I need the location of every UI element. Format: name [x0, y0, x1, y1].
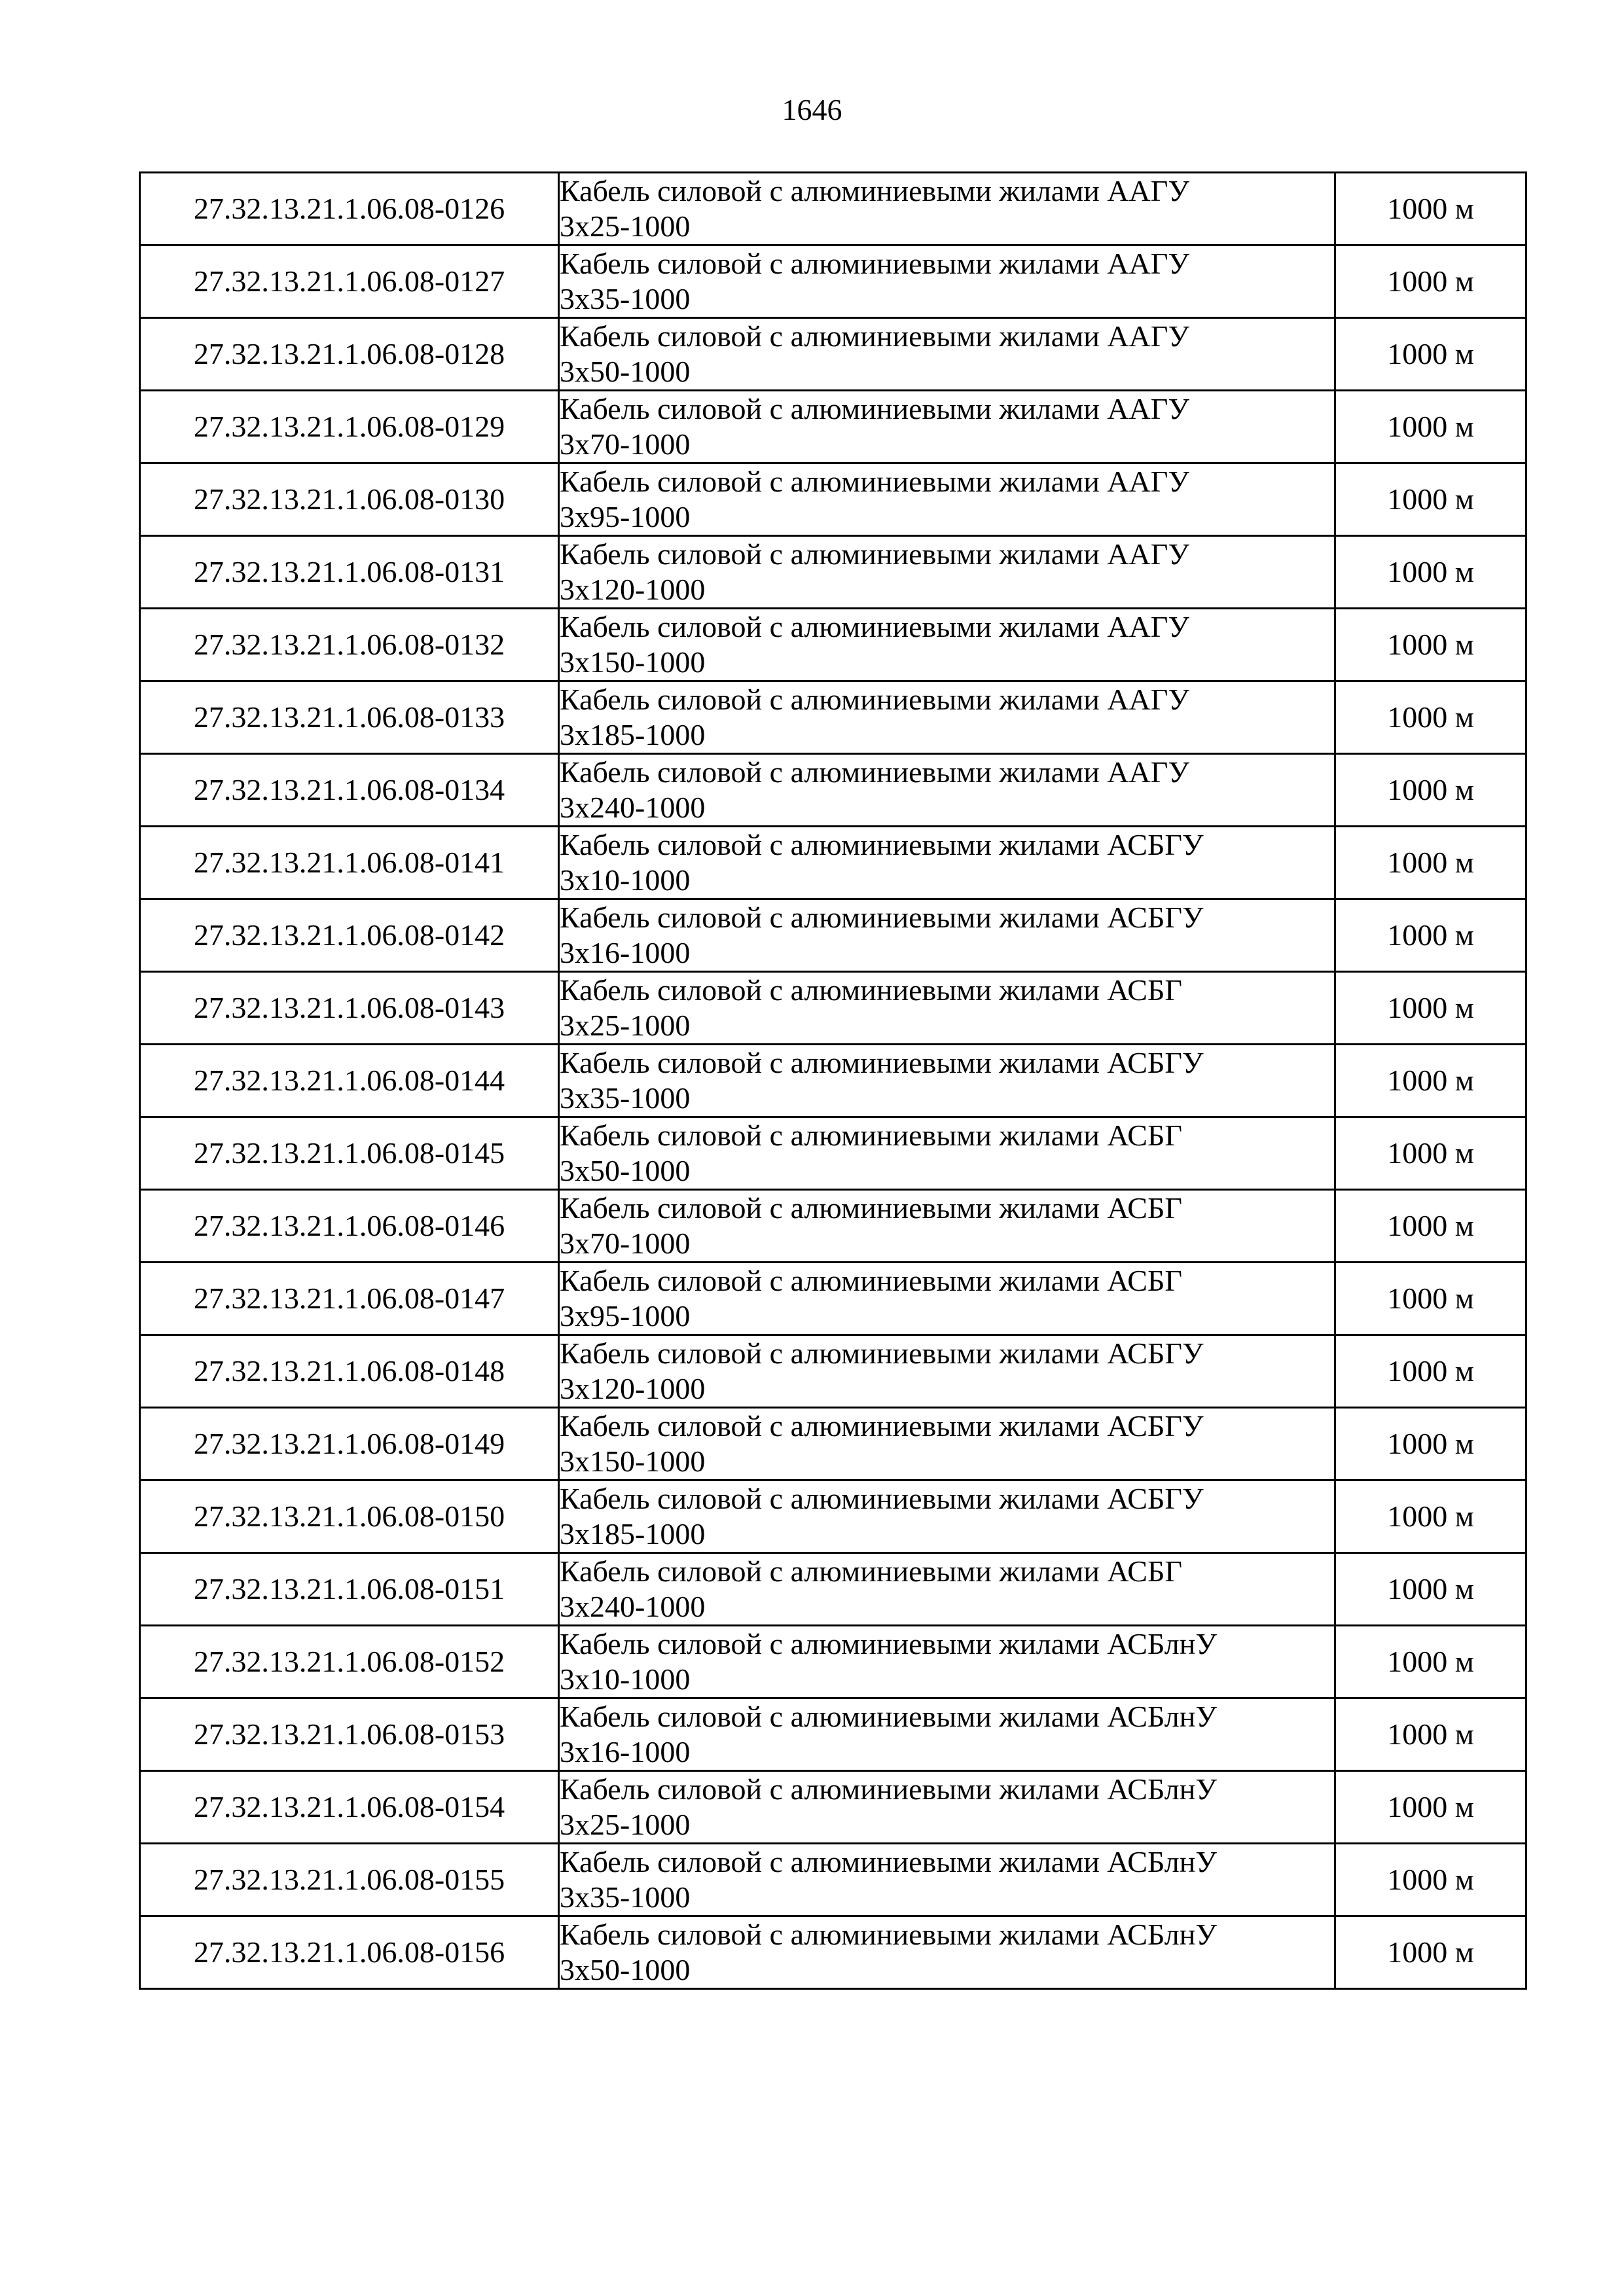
table-row [140, 391, 1526, 463]
resource-unit: 1000 м [1335, 1263, 1526, 1335]
resource-name-line2: 3х120-1000 [560, 1372, 706, 1405]
resource-name-line2: 3х120-1000 [560, 573, 706, 606]
resource-name-line2: 3х240-1000 [560, 1590, 706, 1623]
resource-code: 27.32.13.21.1.06.08-0145 [140, 1117, 559, 1190]
table-row [140, 1045, 1526, 1117]
resource-table [139, 171, 1527, 1990]
resource-name [559, 1335, 1335, 1408]
resource-unit: 1000 м [1335, 1117, 1526, 1190]
resource-name-line2: 3х50-1000 [560, 1154, 691, 1187]
resource-name-line1: Кабель силовой с алюминиевыми жилами АСБГУ [560, 1336, 1204, 1370]
resource-name-line1: Кабель силовой с алюминиевыми жилами ААГУ [560, 247, 1189, 280]
table-row [140, 1263, 1526, 1335]
resource-name-line2: 3х16-1000 [560, 1735, 691, 1768]
resource-name [559, 1626, 1335, 1698]
resource-name-line1: Кабель силовой с алюминиевыми жилами АСБГУ [560, 828, 1204, 861]
table-row [140, 972, 1526, 1045]
resource-name-line1: Кабель силовой с алюминиевыми жилами АСБлнУ [560, 1627, 1217, 1660]
resource-unit: 1000 м [1335, 1553, 1526, 1626]
table-row [140, 1553, 1526, 1626]
resource-name-line2: 3х35-1000 [560, 282, 691, 315]
resource-name-line2: 3х150-1000 [560, 645, 706, 679]
resource-name-line1: Кабель силовой с алюминиевыми жилами ААГУ [560, 683, 1189, 716]
resource-name [559, 1916, 1335, 1989]
resource-unit: 1000 м [1335, 245, 1526, 318]
resource-name-line2: 3х95-1000 [560, 1299, 691, 1333]
resource-name-line1: Кабель силовой с алюминиевыми жилами ААГУ [560, 610, 1189, 643]
resource-name-line2: 3х70-1000 [560, 1227, 691, 1260]
resource-code: 27.32.13.21.1.06.08-0144 [140, 1045, 559, 1117]
resource-name-line1: Кабель силовой с алюминиевыми жилами АСБлнУ [560, 1845, 1217, 1878]
resource-unit: 1000 м [1335, 1771, 1526, 1844]
resource-name-line1: Кабель силовой с алюминиевыми жилами АСБГУ [560, 1409, 1204, 1443]
resource-code: 27.32.13.21.1.06.08-0146 [140, 1190, 559, 1263]
resource-name [559, 1480, 1335, 1553]
resource-unit: 1000 м [1335, 1408, 1526, 1480]
resource-name-line2: 3х95-1000 [560, 500, 691, 533]
resource-unit: 1000 м [1335, 1335, 1526, 1408]
resource-unit: 1000 м [1335, 754, 1526, 827]
resource-code: 27.32.13.21.1.06.08-0152 [140, 1626, 559, 1698]
table-row [140, 1335, 1526, 1408]
resource-code: 27.32.13.21.1.06.08-0154 [140, 1771, 559, 1844]
resource-name [559, 1190, 1335, 1263]
table-row [140, 1844, 1526, 1916]
resource-name-line1: Кабель силовой с алюминиевыми жилами АСБГ [560, 1119, 1182, 1152]
table-row [140, 173, 1526, 245]
resource-code: 27.32.13.21.1.06.08-0148 [140, 1335, 559, 1408]
table-row [140, 1626, 1526, 1698]
resource-name [559, 318, 1335, 391]
resource-unit: 1000 м [1335, 972, 1526, 1045]
resource-code: 27.32.13.21.1.06.08-0155 [140, 1844, 559, 1916]
resource-code: 27.32.13.21.1.06.08-0134 [140, 754, 559, 827]
resource-code: 27.32.13.21.1.06.08-0129 [140, 391, 559, 463]
table-row [140, 1408, 1526, 1480]
page-number: 1646 [782, 93, 842, 126]
resource-unit: 1000 м [1335, 463, 1526, 536]
resource-name [559, 463, 1335, 536]
resource-code: 27.32.13.21.1.06.08-0153 [140, 1698, 559, 1771]
resource-name-line1: Кабель силовой с алюминиевыми жилами АСБлнУ [560, 1772, 1217, 1806]
resource-name [559, 245, 1335, 318]
resource-unit: 1000 м [1335, 536, 1526, 609]
resource-name-line1: Кабель силовой с алюминиевыми жилами АСБГ [560, 1554, 1182, 1588]
resource-code: 27.32.13.21.1.06.08-0147 [140, 1263, 559, 1335]
resource-name-line2: 3х50-1000 [560, 1953, 691, 1986]
table-row [140, 827, 1526, 899]
table-row [140, 681, 1526, 754]
resource-name [559, 1263, 1335, 1335]
resource-code: 27.32.13.21.1.06.08-0150 [140, 1480, 559, 1553]
resource-name [559, 173, 1335, 245]
resource-name-line2: 3х35-1000 [560, 1880, 691, 1914]
resource-name-line2: 3х25-1000 [560, 1009, 691, 1042]
resource-name-line1: Кабель силовой с алюминиевыми жилами ААГУ [560, 392, 1189, 425]
resource-name-line1: Кабель силовой с алюминиевыми жилами ААГУ [560, 319, 1189, 353]
resource-name-line1: Кабель силовой с алюминиевыми жилами АСБГУ [560, 1046, 1204, 1079]
resource-code: 27.32.13.21.1.06.08-0151 [140, 1553, 559, 1626]
resource-name-line2: 3х25-1000 [560, 209, 691, 243]
table-row [140, 1916, 1526, 1989]
table-row [140, 1190, 1526, 1263]
resource-unit: 1000 м [1335, 1190, 1526, 1263]
resource-name-line2: 3х150-1000 [560, 1444, 706, 1478]
resource-name [559, 827, 1335, 899]
table-row [140, 609, 1526, 681]
resource-name [559, 1553, 1335, 1626]
table-row [140, 1117, 1526, 1190]
resource-name [559, 1698, 1335, 1771]
resource-unit: 1000 м [1335, 609, 1526, 681]
resource-name-line1: Кабель силовой с алюминиевыми жилами АСБГ [560, 1191, 1182, 1225]
resource-name [559, 1045, 1335, 1117]
resource-name-line2: 3х25-1000 [560, 1808, 691, 1841]
resource-name-line2: 3х70-1000 [560, 427, 691, 461]
resource-name-line1: Кабель силовой с алюминиевыми жилами АСБлнУ [560, 1918, 1217, 1951]
table-row [140, 318, 1526, 391]
resource-code: 27.32.13.21.1.06.08-0126 [140, 173, 559, 245]
resource-name [559, 681, 1335, 754]
resource-name [559, 1844, 1335, 1916]
resource-name [559, 899, 1335, 972]
resource-code: 27.32.13.21.1.06.08-0133 [140, 681, 559, 754]
resource-code: 27.32.13.21.1.06.08-0143 [140, 972, 559, 1045]
resource-name-line1: Кабель силовой с алюминиевыми жилами АСБГ [560, 973, 1182, 1007]
resource-code: 27.32.13.21.1.06.08-0127 [140, 245, 559, 318]
resource-code: 27.32.13.21.1.06.08-0156 [140, 1916, 559, 1989]
resource-unit: 1000 м [1335, 1045, 1526, 1117]
resource-unit: 1000 м [1335, 899, 1526, 972]
resource-unit: 1000 м [1335, 1844, 1526, 1916]
resource-name-line1: Кабель силовой с алюминиевыми жилами АСБГ [560, 1264, 1182, 1297]
resource-name-line2: 3х185-1000 [560, 718, 706, 751]
table-row [140, 1698, 1526, 1771]
resource-name-line1: Кабель силовой с алюминиевыми жилами ААГУ [560, 755, 1189, 789]
resource-code: 27.32.13.21.1.06.08-0130 [140, 463, 559, 536]
table-body [140, 173, 1526, 1989]
resource-unit: 1000 м [1335, 1480, 1526, 1553]
resource-name-line1: Кабель силовой с алюминиевыми жилами ААГУ [560, 174, 1189, 207]
resource-name-line2: 3х10-1000 [560, 1662, 691, 1696]
resource-unit: 1000 м [1335, 173, 1526, 245]
resource-name [559, 609, 1335, 681]
resource-name-line2: 3х240-1000 [560, 791, 706, 824]
resource-name [559, 1117, 1335, 1190]
resource-unit: 1000 м [1335, 681, 1526, 754]
resource-name [559, 754, 1335, 827]
table-row [140, 536, 1526, 609]
resource-unit: 1000 м [1335, 391, 1526, 463]
resource-name-line2: 3х50-1000 [560, 355, 691, 388]
resource-name-line2: 3х16-1000 [560, 936, 691, 969]
resource-name [559, 1771, 1335, 1844]
table-row [140, 463, 1526, 536]
resource-name-line1: Кабель силовой с алюминиевыми жилами ААГУ [560, 465, 1189, 498]
resource-name-line2: 3х10-1000 [560, 863, 691, 897]
table-row [140, 245, 1526, 318]
table-row [140, 899, 1526, 972]
resource-unit: 1000 м [1335, 1916, 1526, 1989]
resource-code: 27.32.13.21.1.06.08-0132 [140, 609, 559, 681]
resource-unit: 1000 м [1335, 827, 1526, 899]
resource-unit: 1000 м [1335, 1626, 1526, 1698]
resource-code: 27.32.13.21.1.06.08-0142 [140, 899, 559, 972]
resource-name [559, 1408, 1335, 1480]
table-row [140, 1480, 1526, 1553]
resource-code: 27.32.13.21.1.06.08-0128 [140, 318, 559, 391]
resource-name-line1: Кабель силовой с алюминиевыми жилами АСБГУ [560, 1482, 1204, 1515]
resource-unit: 1000 м [1335, 318, 1526, 391]
resource-name [559, 536, 1335, 609]
resource-name-line2: 3х35-1000 [560, 1081, 691, 1115]
resource-unit: 1000 м [1335, 1698, 1526, 1771]
table-row [140, 754, 1526, 827]
resource-name-line1: Кабель силовой с алюминиевыми жилами АСБлнУ [560, 1700, 1217, 1733]
resource-name-line1: Кабель силовой с алюминиевыми жилами ААГУ [560, 537, 1189, 571]
resource-name [559, 391, 1335, 463]
resource-code: 27.32.13.21.1.06.08-0141 [140, 827, 559, 899]
resource-code: 27.32.13.21.1.06.08-0131 [140, 536, 559, 609]
resource-name-line2: 3х185-1000 [560, 1517, 706, 1551]
resource-name-line1: Кабель силовой с алюминиевыми жилами АСБГУ [560, 901, 1204, 934]
resource-name [559, 972, 1335, 1045]
table-row [140, 1771, 1526, 1844]
resource-code: 27.32.13.21.1.06.08-0149 [140, 1408, 559, 1480]
